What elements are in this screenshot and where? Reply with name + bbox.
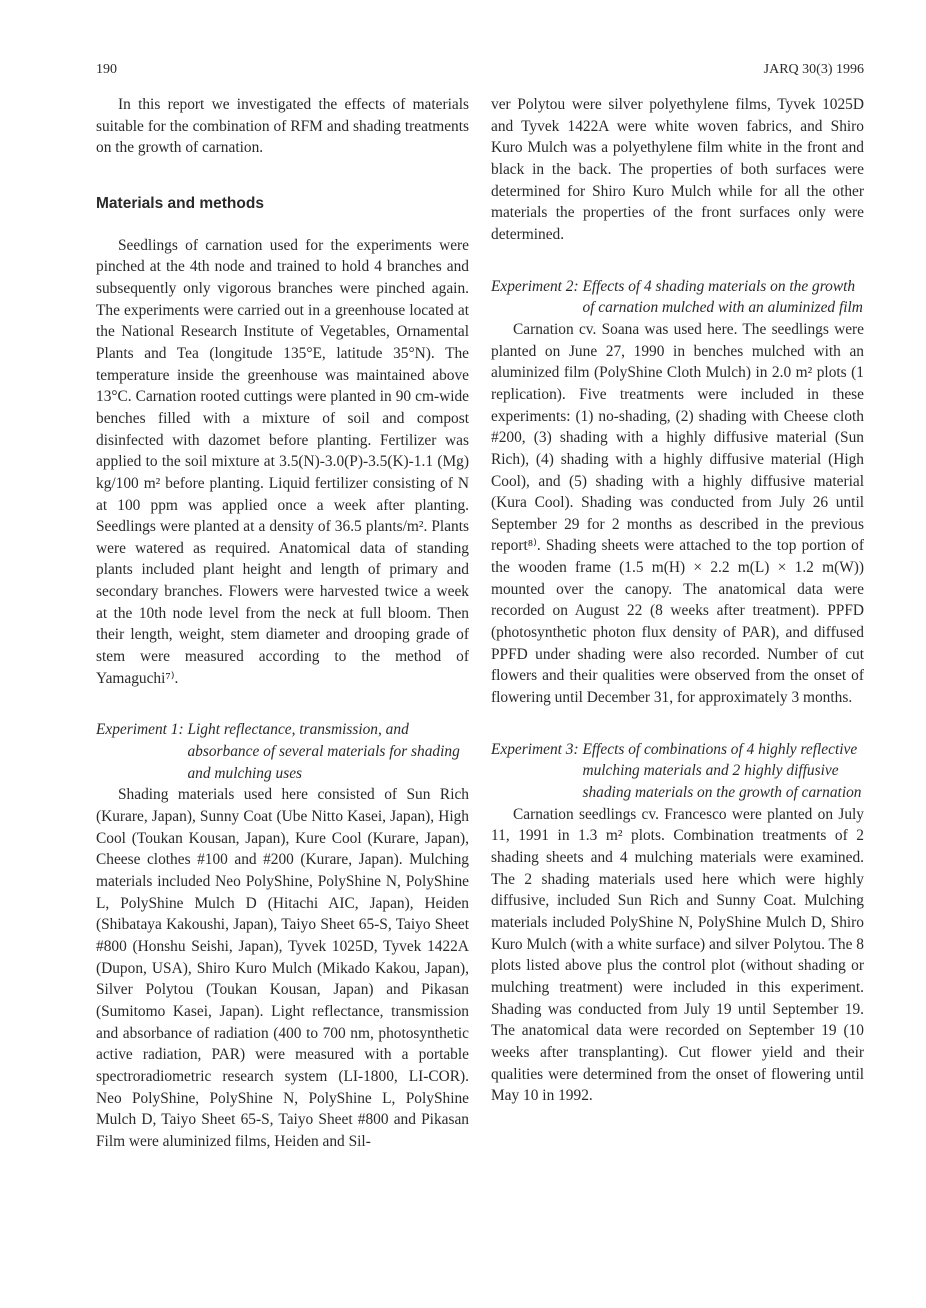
intro-paragraph: In this report we investigated the effects of materials suitable for the combination of RFM and shading treatments on the growth of carnation. xyxy=(96,96,469,157)
journal-header: JARQ 30(3) 1996 xyxy=(763,62,864,77)
section-heading: Materials and methods xyxy=(96,194,264,212)
methods-paragraph: Seedlings of carnation used for the experiments were pinched at the 4th node and trained to hold 4 branches and subsequently only vigorous branches were pinched again. The experiments were carried out in a greenhouse located at the National Research Institute of Vegetables, Ornamental Plants and Tea (longitude 135°E, latitude 35°N). The temperature inside the greenhouse was maintained above 13°C. Carnation rooted cuttings were planted in 90 cm-wide benches filled with a mixture of soil and compost disinfected with dazomet before planting. Fertilizer was applied to the soil mixture at 3.5(N)-3.0(P)-3.5(K)-1.1 (Mg) kg/100 m² before planting. Liquid fertilizer consisting of N at 100 ppm was applied once a week after planting. Seedlings were planted at a density of 36.5 plants/m². Plants were watered as required. Anatomical data of standing plants included plant height and length of primary and secondary branches. Flowers were harvested twice a week at the 10th node level from the neck at full bloom. Then their length, weight, stem diameter and drooping grade of stem were measured according to the method of Yamaguchi⁷⁾. xyxy=(96,236,469,687)
experiment-label: Experiment 3: xyxy=(491,740,583,758)
experiment-label: Experiment 2: xyxy=(491,277,583,295)
continued-paragraph: ver Polytou were silver polyethylene films, Tyvek 1025D and Tyvek 1422A were white woven fabrics, and Shiro Kuro Mulch was a polyethylene film white in the front and black in the back. The properties of both surfaces were determined for Shiro Kuro Mulch while for all the other materials the properties of the front surfaces only were determined. xyxy=(491,96,864,243)
experiment-title: Light reflectance, transmission, and absorbance of several materials for shading and mulching uses xyxy=(187,721,460,782)
experiment-2-heading xyxy=(491,276,864,319)
experiment-1-body: Shading materials used here consisted of Sun Rich (Kurare, Japan), Sunny Coat (Ube Nitto Kasei, Japan), High Cool (Toukan Kousan, Japan), Kure Cool (Kurare, Japan), Cheese clothes #100 and #200 (Kurare, Japan). Mulching materials included Neo PolyShine, PolyShine N, PolyShine L, PolyShine Mulch D (Hitachi AIC, Japan), Heiden (Shibataya Kakoushi, Japan), Taiyo Sheet 65-S, Taiyo Sheet #800 (Honshu Seishi, Japan), Tyvek 1025D, Tyvek 1422A (Dupon, USA), Shiro Kuro Mulch (Mikado Kakou, Japan), Silver Polytou (Toukan Kousan, Japan) and Pikasan (Sumitomo Kasei, Japan). Light reflectance, transmission and absorbance of radiation (400 to 700 nm, photosynthetic active radiation, PAR) were measured with a portable spectroradiometric research system (LI-1800, LI-COR). Neo PolyShine, PolyShine N, PolyShine L, PolyShine Mulch D, Taiyo Sheet 65-S, Taiyo Sheet #800 and Pikasan Film were aluminized films, Heiden and Sil- xyxy=(96,786,469,1150)
experiment-2-body: Carnation cv. Soana was used here. The seedlings were planted on June 27, 1990 in benches mulched with an aluminized film (PolyShine Cloth Mulch) in 2.0 m² plots (1 replication). Five treatments were included in these experiments: (1) no-shading, (2) shading with Cheese cloth #200, (3) shading with a highly diffusive material (Sun Rich), (4) shading with a highly diffusive material (High Cool), and (5) shading with a highly diffusive material (Kura Cool). Shading was conducted from July 26 until September 29 for 2 months as described in the previous report⁸⁾. Shading sheets were attached to the top portion of the wooden frame (1.5 m(H) × 2.2 m(L) × 1.2 m(W)) mounted over the canopy. The anatomical data were recorded on August 22 (8 weeks after treatment). PPFD (photosynthetic photon flux density of PAR), and diffused PPFD under shading were also recorded. Number of cut flowers and their qualities were observed from the onset of flowering until December 31, for approximately 3 months. xyxy=(491,320,864,707)
experiment-title: Effects of combinations of 4 highly reflective mulching materials and 2 highly diffusive shading materials on the growth of carnation xyxy=(582,740,862,802)
page-number: 190 xyxy=(96,62,117,77)
experiment-label: Experiment 1: xyxy=(96,721,188,739)
experiment-3-heading xyxy=(491,739,864,804)
left-column xyxy=(96,94,469,1153)
experiment-3-body: Carnation seedlings cv. Francesco were planted on July 11, 1991 in 1.3 m² plots. Combination treatments of 2 shading sheets and 4 mulching materials were examined. The 2 shading materials used here which were highly diffusive, included Sun Rich and Sunny Coat. Mulching materials included PolyShine N, PolyShine Mulch D, Shiro Kuro Mulch (with a white surface) and silver Polytou. The 8 plots listed above plus the control plot (without shading or mulching treatment) were included in this experiment. Shading was conducted from July 19 until September 19. The anatomical data were recorded on September 19 (10 weeks after transplanting). Cut flower yield and their qualities were determined from the onset of flowering until May 10 in 1992. xyxy=(491,805,864,1105)
right-column xyxy=(491,94,864,1107)
experiment-1-heading xyxy=(96,719,469,784)
experiment-title: Effects of 4 shading materials on the growth of carnation mulched with an aluminized film xyxy=(582,277,863,317)
